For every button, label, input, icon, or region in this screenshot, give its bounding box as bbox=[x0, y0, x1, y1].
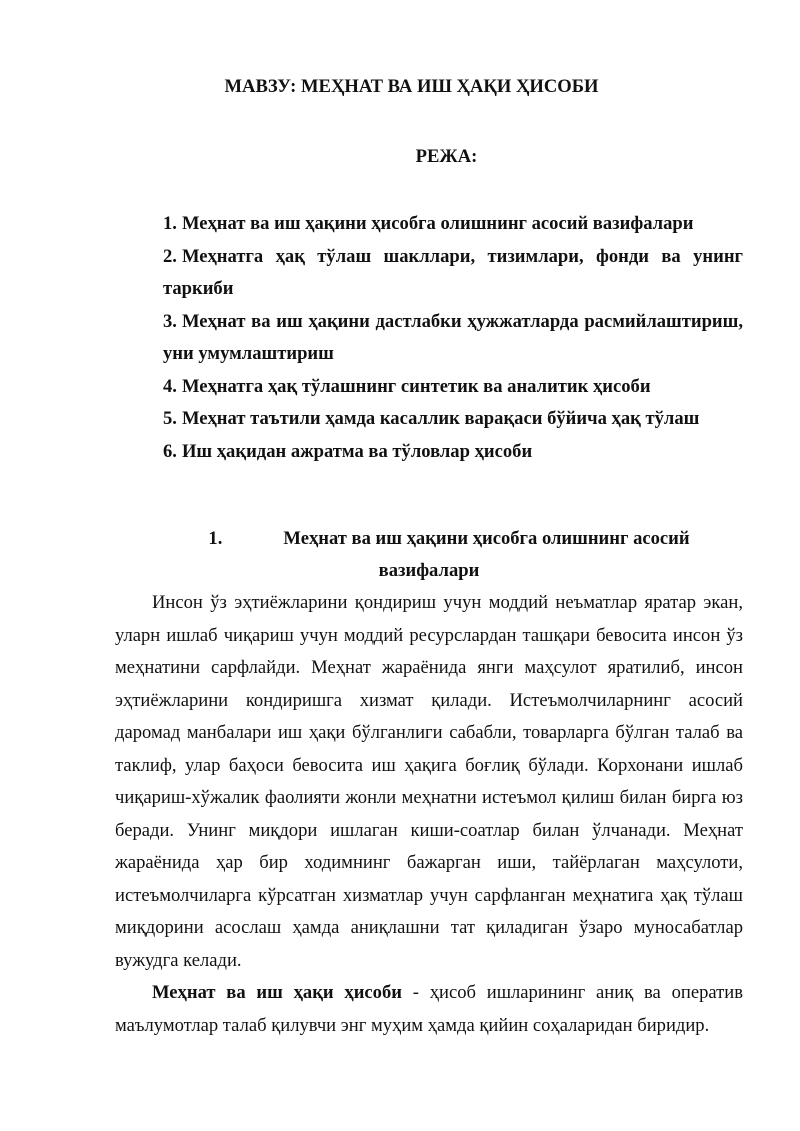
paragraph: Инсон ўз эҳтиёжларини қондириш учун моддий неъматлар яратар экан, уларн ишлаб чиқариш учун моддий ресурслардан ташқари бевосита инсон ўз меҳнатини сарфлайди. Меҳнат жараёнида янги маҳсулот яратилиб, инсон эҳтиёжларини кондиришга хизмат қилади. Истеъмолчиларнинг асосий даромад манбалари иш ҳақи бўлганлиги сабабли, товарларга бўлган талаб ва таклиф, улар баҳоси бевосита иш ҳақига боғлиқ бўлади. Корхонани ишлаб чиқариш-хўжалик фаолияти жонли меҳнатни истеъмол қилиш билан бирга юз беради. Унинг миқдори ишлаган киши-соатлар билан ўлчанади. Меҳнат жараёнида ҳар бир ходимнинг бажарган иши, тайёрлаган маҳсулоти, истеъмолчиларга кўрсатган хизматлар учун сарфланган меҳнатига ҳақ тўлаш миқдорини асослаш ҳамда аниқлашни тат қиладиган ўзаро муносабатлар вужудга келади. bbox=[115, 592, 743, 971]
plan-list bbox=[163, 208, 743, 468]
document-title: МАВЗУ: МЕҲНАТ ВА ИШ ҲАҚИ ҲИСОБИ bbox=[224, 76, 599, 97]
paragraph: Меҳнат ва иш ҳақи ҳисоби - ҳисоб ишларининг аниқ ва оператив маълумотлар талаб қилувчи энг муҳим ҳамда қийин соҳаларидан биридир. bbox=[115, 982, 744, 1036]
plan-item: 1. Меҳнат ва иш ҳақини ҳисобга олишнинг асосий вазифалари bbox=[163, 213, 694, 234]
bold-term: Меҳнат ва иш ҳақи ҳисоби bbox=[152, 982, 402, 1003]
plan-item: 2. Меҳнатга ҳақ тўлаш шакллари, тизимлари, фонди ва унинг таркиби bbox=[163, 245, 743, 299]
section-number: 1. bbox=[208, 528, 223, 549]
plan-item: 3. Меҳнат ва иш ҳақини дастлабки ҳужжатларда расмийлаштириш, уни умумлаштириш bbox=[163, 310, 743, 364]
section-title-continued: вазифалари bbox=[378, 560, 480, 581]
plan-heading: РЕЖА: bbox=[415, 146, 478, 167]
plan-item: 5. Меҳнат таътили ҳамда касаллик варақаси бўйича ҳақ тўлаш bbox=[163, 408, 700, 429]
section-title: Меҳнат ва иш ҳақини ҳисобга олишнинг асосий bbox=[283, 528, 690, 549]
plan-item: 4. Меҳнатга ҳақ тўлашнинг синтетик ва аналитик ҳисоби bbox=[163, 375, 651, 397]
plan-item: 6. Иш ҳақидан ажратма ва тўловлар ҳисоби bbox=[163, 440, 533, 462]
section-heading bbox=[115, 523, 743, 587]
section-body bbox=[115, 587, 743, 1042]
